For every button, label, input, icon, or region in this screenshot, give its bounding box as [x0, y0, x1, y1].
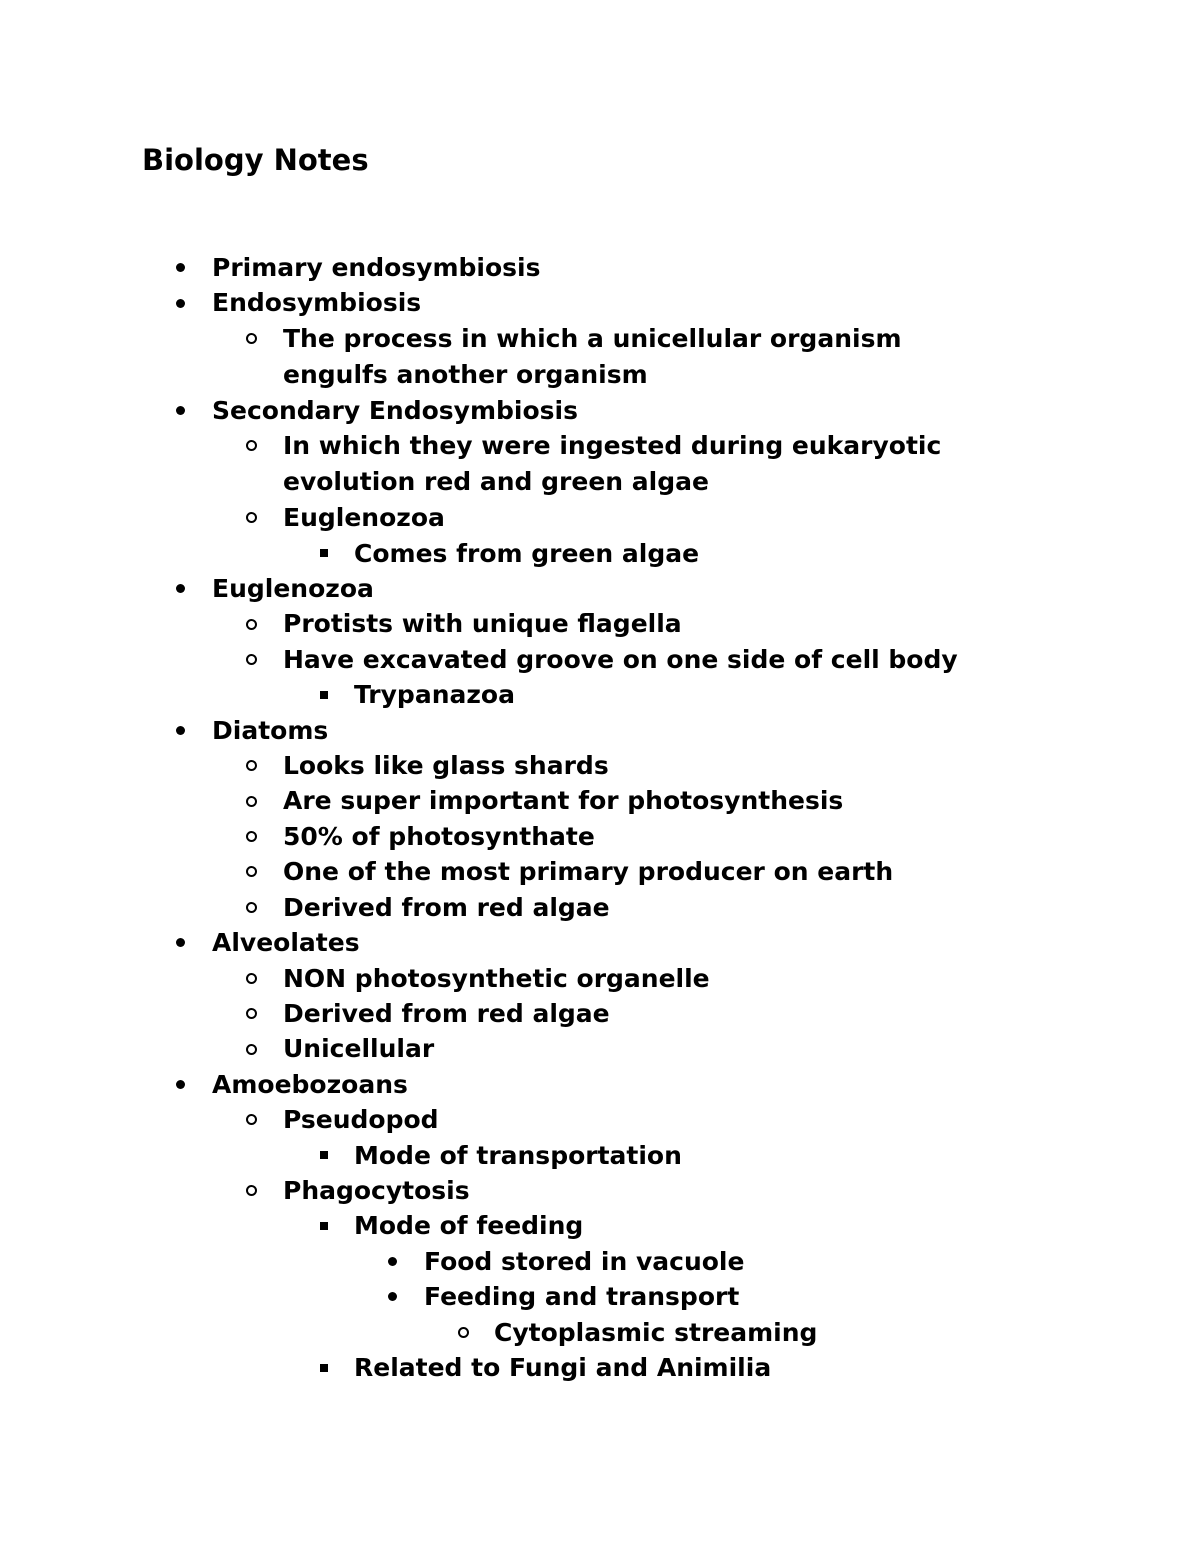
ring-bullet-icon [246, 854, 257, 889]
outline-item-text: One of the most primary producer on earth [283, 857, 894, 887]
outline-item-level-1 [0, 713, 1200, 748]
outline-item-level-3 [0, 677, 1200, 712]
outline-item-level-2 [0, 996, 1200, 1031]
ring-bullet-icon [246, 783, 257, 818]
notes-outline [0, 250, 1200, 1385]
ring-bullet-icon [246, 1102, 257, 1137]
square-bullet-icon [320, 1350, 328, 1385]
outline-item-level-1 [0, 285, 1200, 320]
outline-item-text: Cytoplasmic streaming [494, 1317, 818, 1347]
outline-item-text: Alveolates [212, 928, 360, 958]
outline-item-level-2 [0, 854, 1200, 889]
outline-item-level-1 [0, 925, 1200, 960]
ring-bullet-icon [458, 1315, 469, 1350]
outline-item-level-1 [0, 571, 1200, 606]
dot-bullet-icon [176, 250, 185, 285]
dot-bullet-icon [176, 925, 185, 960]
outline-item-level-5 [0, 1315, 1200, 1350]
outline-item-level-4 [0, 1279, 1200, 1314]
ring-bullet-icon [246, 819, 257, 854]
outline-item-level-3 [0, 1208, 1200, 1243]
ring-bullet-icon [246, 428, 257, 463]
outline-item-level-2 [0, 321, 1200, 393]
dot-bullet-icon [176, 285, 185, 320]
dot-bullet-icon [388, 1244, 397, 1279]
outline-item-level-2 [0, 642, 1200, 677]
outline-item-text: Mode of feeding [354, 1211, 584, 1241]
square-bullet-icon [320, 677, 328, 712]
ring-bullet-icon [246, 1031, 257, 1066]
outline-item-text: NON photosynthetic organelle [283, 963, 710, 993]
outline-item-level-2 [0, 783, 1200, 818]
square-bullet-icon [320, 1138, 328, 1173]
ring-bullet-icon [246, 890, 257, 925]
ring-bullet-icon [246, 321, 257, 356]
outline-item-text: Derived from red algae [283, 892, 610, 922]
outline-item-text: Trypanazoa [354, 680, 515, 710]
outline-item-level-2 [0, 1031, 1200, 1066]
outline-item-text-line: In which they were ingested during eukaryotic [283, 431, 942, 461]
outline-item-text: Euglenozoa [212, 574, 374, 604]
ring-bullet-icon [246, 996, 257, 1031]
square-bullet-icon [320, 1208, 328, 1243]
outline-item-level-1 [0, 1067, 1200, 1102]
outline-item-text: Secondary Endosymbiosis [212, 395, 578, 425]
outline-item-text: Feeding and transport [424, 1282, 740, 1312]
outline-item-text-line: engulfs another organism [283, 359, 648, 389]
outline-item-text: 50% of photosynthate [283, 821, 595, 851]
outline-item-level-2 [0, 961, 1200, 996]
dot-bullet-icon [176, 571, 185, 606]
outline-item-text: Protists with unique flagella [283, 609, 682, 639]
outline-item-level-2 [0, 1173, 1200, 1208]
ring-bullet-icon [246, 500, 257, 535]
outline-item-level-2 [0, 819, 1200, 854]
outline-item-text: Primary endosymbiosis [212, 253, 541, 282]
ring-bullet-icon [246, 748, 257, 783]
outline-item-text-line: evolution red and green algae [283, 467, 709, 497]
outline-item-text: Diatoms [212, 715, 329, 745]
outline-item-level-2 [0, 428, 1200, 500]
outline-item-level-4 [0, 1244, 1200, 1279]
outline-item-text: Related to Fungi and Animilia [354, 1352, 772, 1382]
outline-item-level-2 [0, 606, 1200, 641]
dot-bullet-icon [176, 713, 185, 748]
outline-item-level-3 [0, 1138, 1200, 1173]
outline-item-level-2 [0, 500, 1200, 535]
outline-item-level-3 [0, 536, 1200, 571]
page-title: Biology Notes [142, 143, 369, 177]
outline-item-level-1 [0, 393, 1200, 428]
dot-bullet-icon [388, 1279, 397, 1314]
outline-item-level-2 [0, 748, 1200, 783]
outline-item-text: Amoebozoans [212, 1069, 408, 1099]
outline-item-text: Are super important for photosynthesis [283, 786, 844, 816]
outline-item-text: Phagocytosis [283, 1175, 470, 1205]
outline-item-text: Derived from red algae [283, 998, 610, 1028]
outline-item-text: Food stored in vacuole [424, 1246, 745, 1276]
outline-item-text: Unicellular [283, 1034, 435, 1064]
outline-item-text: Comes from green algae [354, 538, 700, 568]
outline-item-level-2 [0, 890, 1200, 925]
outline-item-text-line: The process in which a unicellular organism [283, 323, 902, 353]
ring-bullet-icon [246, 642, 257, 677]
outline-item-level-3 [0, 1350, 1200, 1385]
outline-item-text: Mode of transportation [354, 1140, 682, 1170]
outline-item-level-1 [0, 250, 1200, 285]
ring-bullet-icon [246, 606, 257, 641]
outline-item-level-2 [0, 1102, 1200, 1137]
ring-bullet-icon [246, 961, 257, 996]
square-bullet-icon [320, 536, 328, 571]
ring-bullet-icon [246, 1173, 257, 1208]
outline-item-text: Have excavated groove on one side of cell body [283, 644, 958, 674]
dot-bullet-icon [176, 1067, 185, 1102]
outline-item-text: Euglenozoa [283, 503, 445, 533]
outline-item-text: Looks like glass shards [283, 751, 609, 781]
dot-bullet-icon [176, 393, 185, 428]
outline-item-text: Endosymbiosis [212, 288, 422, 318]
outline-item-text: Pseudopod [283, 1105, 439, 1135]
